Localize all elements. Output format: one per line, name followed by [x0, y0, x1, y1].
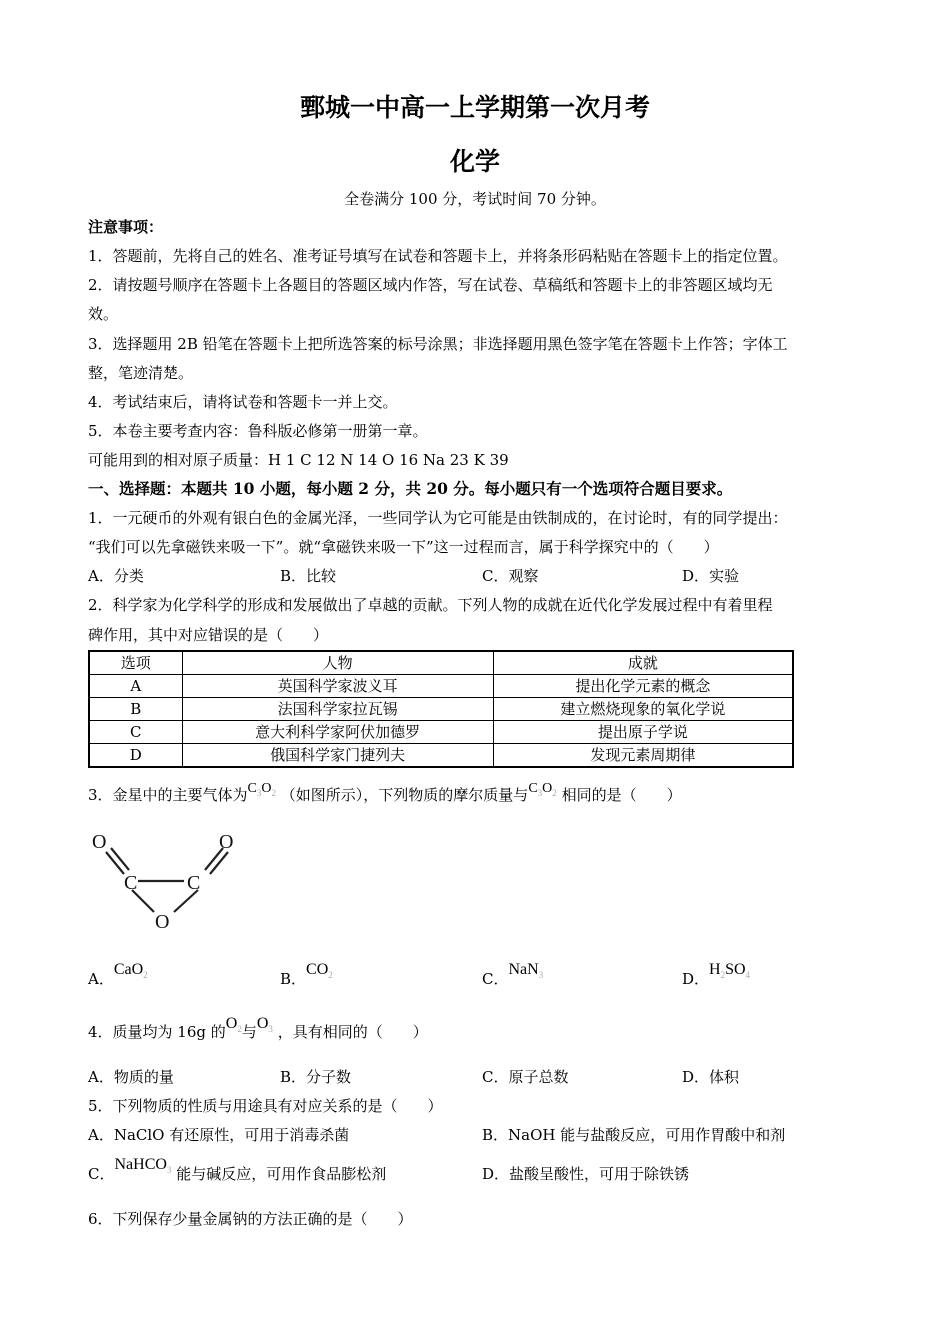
table-cell: D	[89, 744, 182, 768]
formula-subscript: 2	[237, 1024, 242, 1034]
table-row	[89, 698, 793, 721]
note-item: 整，笔迹清楚。	[88, 364, 194, 382]
bond-line	[210, 852, 228, 874]
formula-text: O	[256, 1015, 269, 1032]
formula-subscript: 2	[328, 970, 333, 980]
formula-text: NaHCO	[114, 1156, 167, 1173]
formula-element: O	[542, 781, 553, 796]
q3-stem	[88, 781, 682, 811]
table-cell: 俄国科学家门捷列夫	[182, 744, 493, 768]
q2-stem-line1: 2．科学家为化学科学的形成和发展做出了卓越的贡献。下列人物的成就在近代化学发展过程中有着里程	[88, 596, 773, 614]
c3o2-molecule-diagram	[86, 826, 246, 934]
table-header: 选项	[89, 651, 182, 675]
q3-option-a	[88, 961, 148, 995]
formula-text: O	[225, 1015, 238, 1032]
option-label: B．	[280, 970, 307, 988]
formula-subscript: 4	[745, 970, 751, 980]
table-row	[89, 721, 793, 744]
table-cell: 发现元素周期律	[493, 744, 793, 768]
atom-label: C	[124, 872, 138, 894]
option-formula	[306, 961, 333, 978]
q4-option-b: B．分子数	[280, 1068, 352, 1086]
table-cell: C	[89, 721, 182, 744]
table-header-row	[89, 651, 793, 675]
table-cell: 意大利科学家阿伏加德罗	[182, 721, 493, 744]
option-formula	[709, 961, 750, 978]
q4-stem	[88, 1015, 428, 1048]
q2-stem-line2: 碑作用，其中对应错误的是（ ）	[88, 626, 329, 644]
section-heading: 一、选择题：本题共 10 小题，每小题 2 分，共 20 分。每小题只有一个选项符合题目要求。	[88, 479, 733, 498]
q3-option-b	[280, 961, 333, 995]
formula-text: CO	[306, 961, 329, 978]
q5-option-a: A．NaClO 有还原性，可用于消毒杀菌	[88, 1126, 350, 1144]
formula-subscript: 3	[166, 1165, 172, 1175]
score-info: 全卷满分 100 分，考试时间 70 分钟。	[344, 190, 606, 208]
formula-subscript: 3	[256, 788, 262, 798]
formula-subscript: 2	[271, 788, 277, 798]
atomic-mass-info: 可能用到的相对原子质量：H 1 C 12 N 14 O 16 Na 23 K 39	[88, 451, 509, 469]
bond-line	[111, 848, 129, 870]
table-cell: 提出化学元素的概念	[493, 675, 793, 698]
q4-text-1: 4．质量均为 16g 的	[88, 1023, 226, 1041]
q1-option-b: B．比较	[280, 567, 337, 585]
exam-title: 鄄城一中高一上学期第一次月考	[299, 93, 650, 122]
q3-option-c	[482, 961, 544, 995]
q2-table	[88, 650, 794, 768]
note-item: 5．本卷主要考查内容：鲁科版必修第一册第一章。	[88, 422, 428, 440]
q4-option-a: A．物质的量	[88, 1068, 174, 1086]
table-cell: 法国科学家拉瓦锡	[182, 698, 493, 721]
note-item: 效。	[88, 305, 119, 323]
table-row	[89, 744, 793, 768]
option-formula	[114, 961, 148, 978]
formula-subscript: 2	[143, 970, 148, 980]
q1-stem-line2: “我们可以先拿磁铁来吸一下”。就“拿磁铁来吸一下”这一过程而言，属于科学探究中的（ ）	[88, 538, 719, 556]
option-label: C．	[88, 1165, 115, 1183]
q5-stem: 5．下列物质的性质与用途具有对应关系的是（ ）	[88, 1097, 443, 1115]
q5-option-c	[88, 1156, 387, 1190]
option-formula	[114, 1156, 171, 1173]
table-row	[89, 675, 793, 698]
table-header: 成就	[493, 651, 793, 675]
formula-subscript: 3	[268, 1024, 273, 1034]
table-cell: 英国科学家波义耳	[182, 675, 493, 698]
formula-text: H	[709, 961, 721, 978]
table-cell: 提出原子学说	[493, 721, 793, 744]
option-label: D．	[682, 970, 710, 988]
table-cell: 建立燃烧现象的氧化学说	[493, 698, 793, 721]
q3-text-1: 3．金星中的主要气体为	[88, 786, 248, 804]
q4-formula-o3	[257, 1015, 273, 1032]
q1-option-c: C．观察	[482, 567, 539, 585]
q4-option-d: D．体积	[682, 1068, 740, 1086]
formula-subscript: 2	[720, 970, 726, 980]
q4-option-c: C．原子总数	[482, 1068, 569, 1086]
formula-subscript: 3	[537, 788, 543, 798]
q3-text-3: 相同的是（ ）	[561, 786, 682, 804]
q1-option-d: D．实验	[682, 567, 740, 585]
atom-label: O	[155, 911, 170, 933]
note-item: 4．考试结束后，请将试卷和答题卡一并上交。	[88, 393, 398, 411]
note-item: 2．请按题号顺序在答题卡上各题目的答题区域内作答，写在试卷、草稿纸和答题卡上的非答题区域均无	[88, 276, 773, 294]
atom-label: O	[219, 831, 234, 853]
atom-label: O	[92, 831, 107, 853]
q3-text-2: （如图所示），下列物质的摩尔质量与	[280, 786, 529, 804]
option-text: 能与碱反应，可用作食品膨松剂	[176, 1165, 387, 1183]
note-item: 3．选择题用 2B 铅笔在答题卡上把所选答案的标号涂黑；非选择题用黑色签字笔在答题卡上作答；字体工	[88, 335, 788, 353]
q6-stem: 6．下列保存少量金属钠的方法正确的是（ ）	[88, 1210, 413, 1228]
formula-subscript: 2	[552, 788, 557, 798]
bond-line	[106, 852, 124, 874]
formula-element: O	[261, 781, 272, 796]
q4-text-mid: 与	[241, 1023, 257, 1041]
option-label: A．	[88, 970, 114, 988]
q5-option-b: B．NaOH 能与盐酸反应，可用作胃酸中和剂	[482, 1126, 786, 1144]
table-header: 人物	[182, 651, 493, 675]
q5-option-d: D．盐酸呈酸性，可用于除铁锈	[482, 1165, 690, 1183]
notes-heading: 注意事项：	[88, 218, 164, 236]
table-cell: A	[89, 675, 182, 698]
q3-option-d	[682, 961, 751, 995]
q3-formula-c3o2-b	[528, 781, 556, 796]
note-item: 1．答题前，先将自己的姓名、准考证号填写在试卷和答题卡上，并将条形码粘贴在答题卡上的指定位置。	[88, 247, 788, 265]
formula-element: C	[247, 781, 257, 796]
subject-title: 化学	[449, 147, 500, 176]
option-formula	[508, 961, 543, 978]
option-label: C．	[482, 970, 509, 988]
q4-text-2: ，具有相同的（ ）	[277, 1023, 428, 1041]
q4-formula-o2	[226, 1015, 242, 1032]
q1-option-a: A．分类	[88, 567, 144, 585]
q3-formula-c3o2	[248, 781, 276, 796]
q1-stem-line1: 1．一元硬币的外观有银白色的金属光泽，一些同学认为它可能是由铁制成的，在讨论时，有的同学提出：	[88, 509, 788, 527]
formula-text: NaN	[508, 961, 539, 978]
formula-subscript: 3	[538, 970, 544, 980]
table-cell: B	[89, 698, 182, 721]
formula-text: CaO	[113, 961, 144, 978]
formula-element: C	[528, 781, 538, 796]
atom-label: C	[187, 872, 201, 894]
formula-text: SO	[725, 961, 746, 978]
